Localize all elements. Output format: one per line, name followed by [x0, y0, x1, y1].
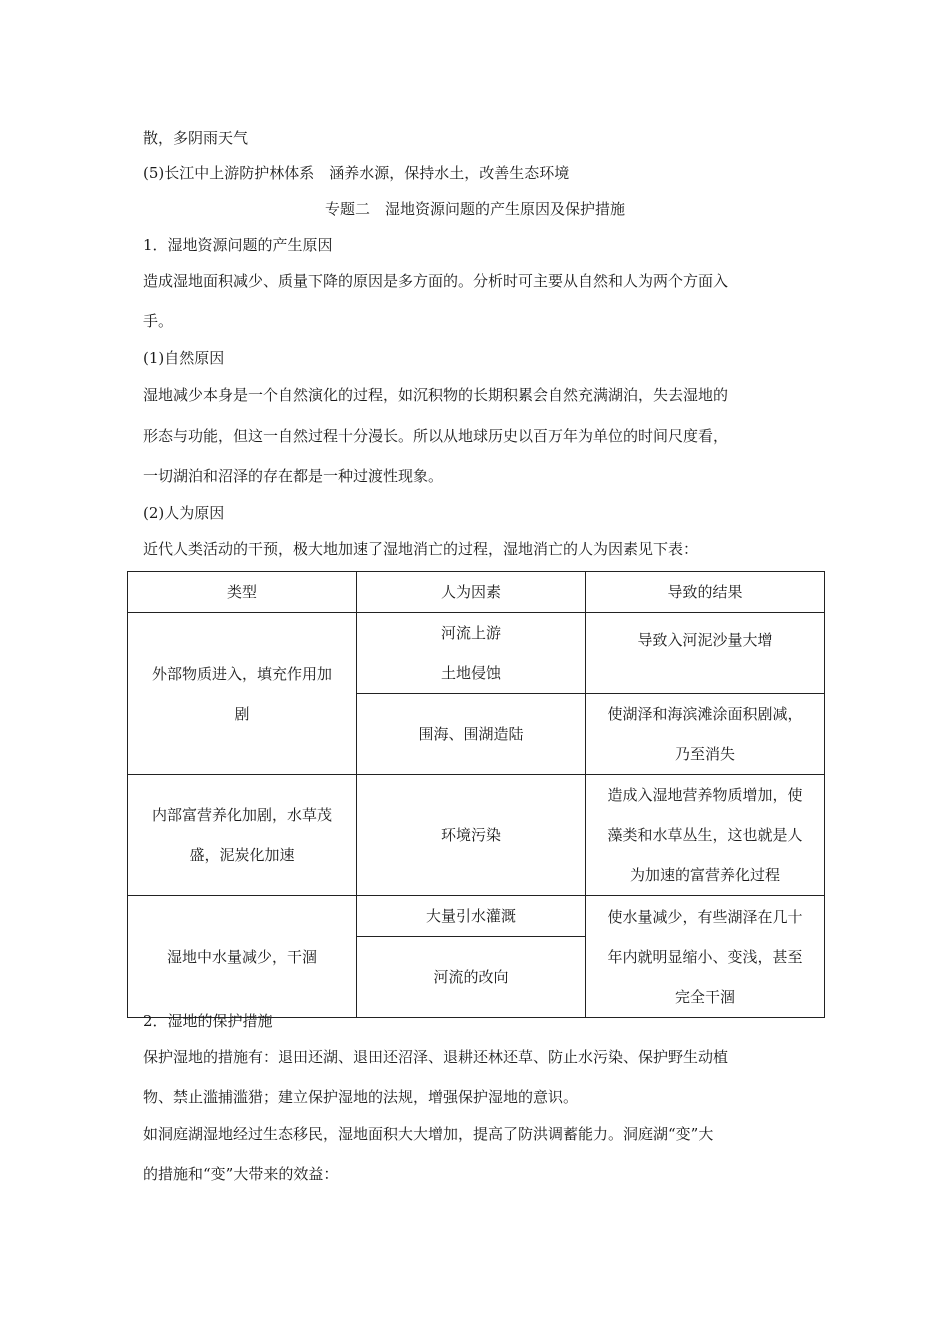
cell-text: 使湖泽和海滨滩涂面积剧减，: [607, 705, 803, 723]
paragraph-line: 保护湿地的措施有：退田还湖、退田还沼泽、退耕还林还草、防止水污染、保护野生动植: [143, 1048, 729, 1066]
heading-causes: 1．湿地资源问题的产生原因: [143, 236, 333, 254]
table-cell-type: [128, 613, 357, 775]
paragraph-line: 造成湿地面积减少、质量下降的原因是多方面的。分析时可主要从自然和人为两个方面入: [143, 272, 729, 290]
cell-text: 内部富营养化加剧，水草茂: [151, 806, 332, 824]
cell-text: 剧: [234, 704, 250, 723]
table-cell-type: 湿地中水量减少，干涸: [128, 896, 357, 1018]
paragraph-line: 近代人类活动的干预，极大地加速了湿地消亡的过程，湿地消亡的人为因素见下表：: [143, 540, 699, 558]
table-row: [128, 896, 825, 937]
text-line: (5)长江中上游防护林体系 涵养水源，保持水土，改善生态环境: [143, 164, 570, 182]
table-cell-result: [586, 896, 825, 1018]
cell-text: 年内就明显缩小、变浅，甚至: [607, 947, 803, 966]
table-cell-result: [586, 694, 825, 775]
cell-text: 乃至消失: [674, 745, 735, 763]
subheading-natural: (1)自然原因: [143, 349, 225, 367]
paragraph-line: 一切湖泊和沼泽的存在都是一种过渡性现象。: [143, 467, 444, 485]
table-cell-result: [586, 775, 825, 896]
paragraph-line: 形态与功能，但这一自然过程十分漫长。所以从地球历史以百万年为单位的时间尺度看，: [143, 427, 729, 445]
table-header-cell: 导致的结果: [586, 572, 825, 613]
table-cell-result: 导致入河泥沙量大增: [586, 613, 825, 694]
table-cell-factor: 围海、围湖造陆: [357, 694, 586, 775]
table-header-cell: 人为因素: [357, 572, 586, 613]
table-cell-factor: 大量引水灌溉: [357, 896, 586, 937]
cell-text: 盛，泥炭化加速: [189, 846, 295, 864]
cell-text: 外部物质进入，填充作用加: [151, 664, 332, 683]
section-title: 专题二 湿地资源问题的产生原因及保护措施: [324, 200, 625, 218]
table-cell-factor: 河流的改向: [357, 937, 586, 1018]
paragraph-line: 物、禁止滥捕滥猎；建立保护湿地的法规，增强保护湿地的意识。: [143, 1088, 579, 1106]
paragraph-line: 手。: [143, 312, 174, 330]
table-row: [128, 613, 825, 694]
paragraph-line: 如洞庭湖湿地经过生态移民，湿地面积大大增加，提高了防洪调蓄能力。洞庭湖“变”大: [143, 1125, 714, 1143]
table-header-row: [128, 572, 825, 613]
table-row: [128, 775, 825, 896]
cell-text: 为加速的富营养化过程: [629, 866, 780, 884]
cell-text: 造成入湿地营养物质增加，使: [607, 786, 803, 804]
subheading-human: (2)人为原因: [143, 504, 225, 522]
human-factors-table: [127, 571, 825, 1018]
cell-text: 使水量减少，有些湖泽在几十: [607, 907, 803, 926]
cell-text: 完全干涸: [674, 987, 735, 1006]
table-cell-type: [128, 775, 357, 896]
paragraph-line: 湿地减少本身是一个自然演化的过程，如沉积物的长期积累会自然充满湖泊，失去湿地的: [143, 386, 729, 404]
text-line: 散，多阴雨天气: [143, 129, 249, 147]
heading-protection: 2．湿地的保护措施: [143, 1012, 273, 1030]
table-cell-factor: 环境污染: [357, 775, 586, 896]
cell-text: 土地侵蚀: [440, 664, 501, 682]
paragraph-line: 的措施和“变”大带来的效益：: [143, 1165, 339, 1183]
cell-text: 河流上游: [440, 624, 501, 642]
table-header-cell: 类型: [128, 572, 357, 613]
table-cell-factor: [357, 613, 586, 694]
cell-text: 藻类和水草丛生，这也就是人: [607, 826, 803, 844]
